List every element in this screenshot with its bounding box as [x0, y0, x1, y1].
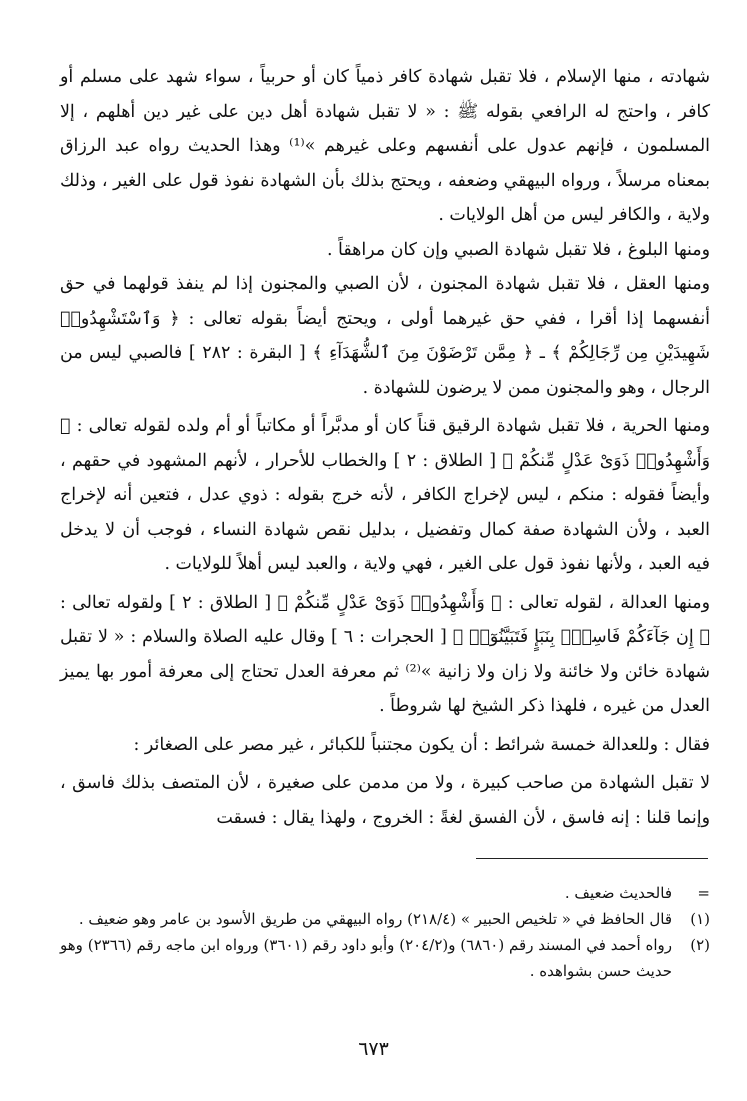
continuation-mark: =	[697, 884, 710, 902]
footnote-text: رواه أحمد في المسند رقم (٦٨٦٠) و(٢٠٤/٢) وأبو داود رقم (٣٦٠١) ورواه ابن ماجه رقم (٢٣٦٦) وهو حديث حسن بشواهده .	[60, 936, 673, 980]
continuation-text: فالحديث ضعيف .	[564, 884, 672, 902]
paragraph: فقال : وللعدالة خمسة شرائط : أن يكون مجتنباً للكبائر ، غير مصر على الصغائر :	[133, 734, 710, 755]
footnote-divider	[476, 858, 708, 859]
paragraph: ومنها العقل ، فلا تقبل شهادة المجنون ، لأن الصبي والمجنون إذا لم ينفذ قولهما في حق أنفسهما إذا أقرا ، ففي حق غيرهما أولى ، ويحتج أيضاً بقوله تعالى : ﴿ وَٱسْتَشْهِدُوا۟ شَهِيدَيْنِ مِن رِّجَالِكُمْ ﴾ ـ ﴿ مِمَّن تَرْضَوْنَ مِنَ ٱلشُّهَدَآءِ ﴾ [ البقرة : ٢٨٢ ] فالصبي ليس من الرجال ، وهو والمجنون ممن لا يرضون للشهادة .	[60, 274, 710, 398]
paragraph: ومنها الحرية ، فلا تقبل شهادة الرقيق قناً كان أو مدبَّراً أو مكاتباً أو أم ولده لقوله تعالى : ﴿ وَأَشْهِدُوا۟ ذَوَىْ عَدْلٍ مِّنكُمْ ﴾ [ الطلاق : ٢ ] والخطاب للأحرار ، لأنهم المشهود في حقهم ، وأيضاً فقوله : منكم ، ليس لإخراج الكافر ، لأنه خرج بقوله : ذوي عدل ، فتعين أنه لإخراج العبد ، ولأن الشهادة صفة كمال وتفضيل ، بدليل نقص شهادة النساء ، فوجب أن لا يدخل فيه العبد ، ولأنها نفوذ قول على الغير ، فهي ولاية ، والعبد ليس أهلاً للولايات .	[60, 416, 710, 574]
paragraph: ومنها العدالة ، لقوله تعالى : ﴿ وَأَشْهِدُوا۟ ذَوَىْ عَدْلٍ مِّنكُمْ ﴾ [ الطلاق : ٢ ] ولقوله تعالى : ﴿ إِن جَآءَكُمْ فَاسِقٌۢ بِنَبَإٍ فَتَبَيَّنُوٓا۟ ﴾ [ الحجرات : ٦ ] وقال عليه الصلاة والسلام : « لا تقبل شهادة خائن ولا خائنة ولا زان ولا زانية »⁽²⁾ ثم معرفة العدل تحتاج إلى معرفة أمور بها يميز العدل من غيره ، فلهذا ذكر الشيخ لها شروطاً .	[60, 592, 711, 716]
footnote-continuation	[60, 880, 710, 906]
footnotes	[60, 880, 710, 984]
footnote-number: (١)	[690, 910, 710, 928]
footnote-item	[60, 932, 710, 984]
main-text	[60, 60, 710, 835]
footnote-item	[60, 906, 710, 932]
page-number: ٦٧٣	[358, 1038, 389, 1060]
paragraph: لا تقبل الشهادة من صاحب كبيرة ، ولا من مدمن على صغيرة ، لأن المتصف بذلك فاسق ، وإنما قلنا : إنه فاسق ، لأن الفسق لغةً : الخروج ، ولهذا يقال : فسقت	[60, 773, 710, 828]
paragraph: شهادته ، منها الإسلام ، فلا تقبل شهادة كافر ذمياً كان أو حربياً ، سواء شهد على مسلم أو كافر ، واحتج له الرافعي بقوله ﷺ : « لا تقبل شهادة أهل دين على غير دين أهلهم ، إلا المسلمون ، فإنهم عدول على أنفسهم وعلى غيرهم »⁽¹⁾ وهذا الحديث رواه عبد الرزاق بمعناه مرسلاً ، ورواه البيهقي وضعفه ، ويحتج بذلك بأن الشهادة نفوذ قول على الغير ، وذلك ولاية ، والكافر ليس من أهل الولايات .	[60, 67, 710, 225]
footnote-number: (٢)	[690, 936, 710, 954]
paragraph: ومنها البلوغ ، فلا تقبل شهادة الصبي وإن كان مراهقاً .	[327, 239, 710, 260]
footnote-text: قال الحافظ في « تلخيص الحبير » (٢١٨/٤) رواه البيهقي من طريق الأسود بن عامر وهو ضعيف .	[78, 910, 672, 928]
